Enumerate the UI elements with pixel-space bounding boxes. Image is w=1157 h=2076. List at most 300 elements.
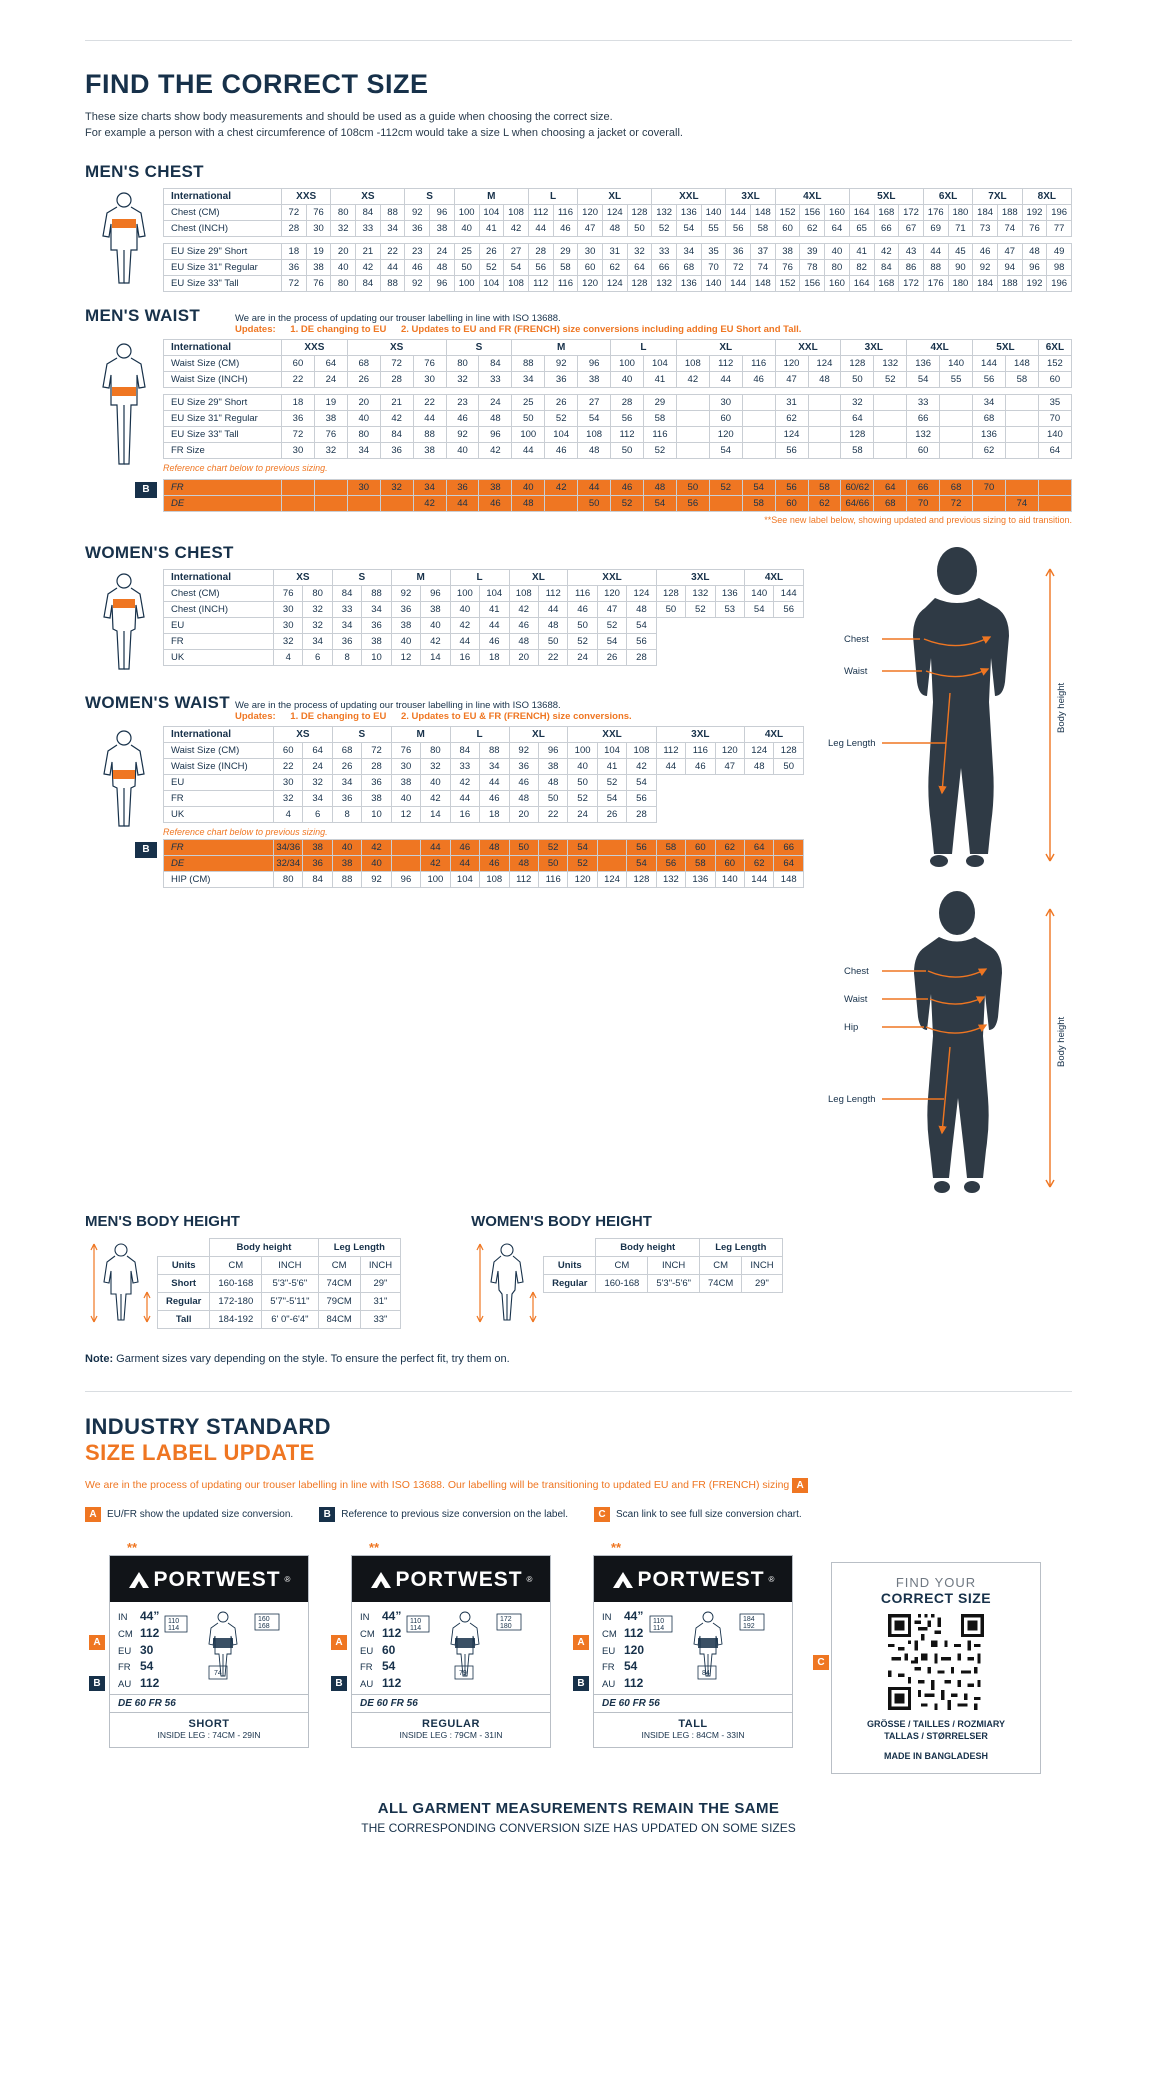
table-cell: 6 bbox=[303, 649, 332, 665]
table-row: DE 42 44 46 48 50 52 54 56 58 60 62 64/66 68 70 72 74 bbox=[164, 495, 1072, 511]
table-cell: 52 bbox=[538, 839, 567, 855]
table-cell: 32 bbox=[303, 774, 332, 790]
table-row: EU Size 31" Regular 36 38 40 42 44 46 48 50 52 54 56 58 60 62 64 66 68 70 72 74 76 78 80 82 84 86 88 90 92 94 96 98 bbox=[164, 259, 1072, 275]
table-cell: 52 bbox=[611, 495, 644, 511]
table-cell: 72 bbox=[726, 259, 751, 275]
table-cell: 28 bbox=[362, 758, 391, 774]
table-cell: 50 bbox=[841, 371, 874, 387]
table-cell bbox=[391, 839, 420, 855]
label-stars-2: ** bbox=[611, 1539, 622, 1555]
table-cell: 38 bbox=[479, 479, 512, 495]
table-cell: 196 bbox=[1047, 275, 1072, 291]
table-cell: 92 bbox=[391, 585, 420, 601]
table-cell bbox=[874, 394, 907, 410]
table-cell: 120 bbox=[775, 355, 808, 371]
table-cell: 26 bbox=[597, 649, 626, 665]
table-cell: 58 bbox=[553, 259, 578, 275]
table-cell: 188 bbox=[997, 204, 1022, 220]
table-cell: 44 bbox=[512, 442, 545, 458]
table-cell: 44 bbox=[923, 243, 948, 259]
table-cell: 48 bbox=[480, 839, 509, 855]
table-cell: 60/62 bbox=[841, 479, 874, 495]
svg-text:184: 184 bbox=[743, 1615, 755, 1623]
table-cell: 77 bbox=[1047, 220, 1072, 236]
table-cell: 22 bbox=[413, 394, 446, 410]
womens-body-height-section bbox=[471, 1213, 783, 1331]
table-cell: 69 bbox=[923, 220, 948, 236]
womens-chest-figure bbox=[85, 569, 163, 679]
industry-legend bbox=[85, 1507, 1072, 1522]
table-cell: 42 bbox=[421, 855, 450, 871]
table-cell bbox=[1005, 394, 1038, 410]
table-cell: 36 bbox=[332, 790, 361, 806]
table-cell: 20 bbox=[509, 806, 538, 822]
table-cell: 44 bbox=[538, 601, 567, 617]
table-cell: 42 bbox=[362, 839, 391, 855]
svg-text:110: 110 bbox=[410, 1617, 422, 1625]
table-cell: 50 bbox=[568, 774, 597, 790]
table-cell: 82 bbox=[849, 259, 874, 275]
table-cell: 74 bbox=[1005, 495, 1038, 511]
table-cell: 66 bbox=[652, 259, 677, 275]
svg-text:110: 110 bbox=[168, 1617, 180, 1625]
male-leg-label: Leg Length bbox=[828, 737, 876, 749]
mens-waist-heading: MEN'S WAIST bbox=[85, 305, 201, 325]
table-cell: 46 bbox=[509, 617, 538, 633]
female-leg-label: Leg Length bbox=[828, 1093, 876, 1105]
table-cell: 52 bbox=[568, 790, 597, 806]
table-cell: 76 bbox=[306, 204, 331, 220]
table-cell: 112 bbox=[709, 355, 742, 371]
table-cell: 144 bbox=[973, 355, 1006, 371]
table-cell: 124 bbox=[597, 871, 626, 887]
table-cell: 84 bbox=[303, 871, 332, 887]
table-cell: 44 bbox=[450, 855, 479, 871]
table-cell: 47 bbox=[597, 601, 626, 617]
table-cell: 47 bbox=[775, 371, 808, 387]
table-cell: 80 bbox=[446, 355, 479, 371]
table-cell: 148 bbox=[774, 871, 804, 887]
table-cell: 50 bbox=[568, 617, 597, 633]
table-cell: 70 bbox=[1038, 410, 1071, 426]
table-cell bbox=[676, 426, 709, 442]
mens-body-height-heading: MEN'S BODY HEIGHT bbox=[85, 1212, 240, 1230]
table-cell: 52 bbox=[686, 601, 715, 617]
table-cell: 68 bbox=[677, 259, 702, 275]
table-row: Chest (INCH) 28 30 32 33 34 36 38 40 41 42 44 46 47 48 50 52 54 55 56 58 60 62 64 65 66 67 69 71 73 74 76 77 bbox=[164, 220, 1072, 236]
mens-chest-table bbox=[163, 188, 1072, 292]
badge-b-label-1: B bbox=[331, 1676, 347, 1691]
table-cell: 120 bbox=[578, 275, 603, 291]
table-cell: 96 bbox=[538, 742, 567, 758]
table-cell: 74 bbox=[751, 259, 776, 275]
table-cell: 48 bbox=[808, 371, 841, 387]
table-cell: 36 bbox=[362, 617, 391, 633]
table-cell: 112 bbox=[528, 275, 553, 291]
table-cell: 30 bbox=[578, 243, 603, 259]
womens-body-height-table bbox=[543, 1238, 783, 1293]
table-cell: 47 bbox=[715, 758, 744, 774]
table-cell: 60 bbox=[907, 442, 940, 458]
table-cell: 34 bbox=[480, 758, 509, 774]
table-cell bbox=[545, 495, 578, 511]
table-cell: 44 bbox=[450, 633, 479, 649]
table-cell: 108 bbox=[509, 585, 538, 601]
table-cell: 40 bbox=[331, 259, 356, 275]
table-cell: 24 bbox=[479, 394, 512, 410]
table-row: EU Size 33" Tall 72 76 80 84 88 92 96 100 104 108 112 116 120 124 128 132 136 140 144 148 152 156 160 164 168 172 176 180 184 188 192 196 bbox=[164, 275, 1072, 291]
table-cell: 32 bbox=[627, 243, 652, 259]
table-cell: 40 bbox=[568, 758, 597, 774]
table-cell: 132 bbox=[652, 204, 677, 220]
table-cell: 41 bbox=[643, 371, 676, 387]
table-cell: 112 bbox=[509, 871, 538, 887]
table-cell: 94 bbox=[997, 259, 1022, 275]
table-cell: 40 bbox=[421, 774, 450, 790]
table-cell: 144 bbox=[745, 871, 774, 887]
table-cell: 50 bbox=[578, 495, 611, 511]
top-divider bbox=[85, 40, 1072, 41]
table-cell: 35 bbox=[701, 243, 726, 259]
badge-b-womens-waist: B bbox=[135, 842, 157, 858]
label-card-short bbox=[93, 1539, 309, 1748]
table-cell: 60 bbox=[775, 495, 808, 511]
table-cell: 34 bbox=[380, 220, 405, 236]
label-inside-leg-1: INSIDE LEG : 79CM - 31IN bbox=[399, 1729, 503, 1740]
table-cell: 10 bbox=[362, 806, 391, 822]
table-cell: 56 bbox=[627, 839, 656, 855]
table-cell: 16 bbox=[450, 649, 479, 665]
table-cell: 32/34 bbox=[274, 855, 303, 871]
label-sizes-0: IN 44” CM 112 EU 30 FR 54 AU 112 bbox=[118, 1608, 160, 1691]
table-cell: 21 bbox=[380, 394, 413, 410]
table-cell: 96 bbox=[1022, 259, 1047, 275]
table-cell: 44 bbox=[578, 479, 611, 495]
table-cell: 20 bbox=[347, 394, 380, 410]
table-cell bbox=[874, 442, 907, 458]
mens-body-height-section bbox=[85, 1213, 401, 1331]
table-cell: 66 bbox=[907, 479, 940, 495]
table-cell: 18 bbox=[282, 243, 307, 259]
table-cell: 164 bbox=[849, 204, 874, 220]
table-cell: 40 bbox=[347, 410, 380, 426]
table-cell: 31 bbox=[602, 243, 627, 259]
womens-chest-table bbox=[163, 569, 804, 666]
table-cell: 52 bbox=[643, 442, 676, 458]
table-cell: 66 bbox=[874, 220, 899, 236]
table-cell: 44 bbox=[480, 774, 509, 790]
badge-a-lead: A bbox=[792, 1478, 808, 1493]
table-cell bbox=[940, 426, 973, 442]
table-cell: 48 bbox=[627, 601, 656, 617]
table-cell: 140 bbox=[745, 585, 774, 601]
qr-languages: GRÖSSE / TAILLES / ROZMIARY TALLAS / STØRRELSER bbox=[866, 1718, 1005, 1742]
table-cell: 84 bbox=[450, 742, 479, 758]
table-cell: 164 bbox=[849, 275, 874, 291]
table-cell: 60 bbox=[775, 220, 800, 236]
table-cell: 100 bbox=[568, 742, 597, 758]
table-cell: 33 bbox=[652, 243, 677, 259]
table-cell: 68 bbox=[347, 355, 380, 371]
table-cell: 73 bbox=[973, 220, 998, 236]
table-cell: 12 bbox=[391, 806, 420, 822]
table-cell: 46 bbox=[973, 243, 998, 259]
table-cell: 38 bbox=[421, 601, 450, 617]
label-de-fr-2: DE 60 FR 56 bbox=[594, 1694, 792, 1712]
table-row: Regular 160-168 5'3"-5'6" 74CM 29" bbox=[544, 1274, 783, 1292]
table-cell: 36 bbox=[545, 371, 578, 387]
table-cell bbox=[808, 394, 841, 410]
table-cell: 108 bbox=[504, 275, 529, 291]
table-row: EU 30 32 34 36 38 40 42 44 46 48 50 52 54 bbox=[164, 774, 804, 790]
womens-body-height-heading: WOMEN'S BODY HEIGHT bbox=[471, 1212, 652, 1230]
table-cell: 116 bbox=[686, 742, 715, 758]
table-row: International XXS XS S M L XL XXL 3XL 4XL 5XL 6XL 7XL 8XL bbox=[164, 188, 1072, 204]
table-cell: 92 bbox=[973, 259, 998, 275]
table-cell: 160 bbox=[825, 204, 850, 220]
table-cell: 26 bbox=[545, 394, 578, 410]
table-row: Short 160-168 5'3"-5'6" 74CM 29" bbox=[158, 1274, 401, 1292]
table-cell: 64 bbox=[303, 742, 332, 758]
table-cell: 36 bbox=[446, 479, 479, 495]
table-cell: 64 bbox=[745, 839, 774, 855]
table-cell bbox=[597, 855, 626, 871]
table-cell bbox=[808, 426, 841, 442]
table-cell: 44 bbox=[413, 410, 446, 426]
table-cell: 14 bbox=[421, 806, 450, 822]
table-cell: 62 bbox=[800, 220, 825, 236]
table-cell bbox=[742, 394, 775, 410]
table-cell: 88 bbox=[480, 742, 509, 758]
table-cell: 41 bbox=[597, 758, 626, 774]
table-cell: 67 bbox=[899, 220, 924, 236]
table-cell: 96 bbox=[479, 426, 512, 442]
table-cell: 65 bbox=[849, 220, 874, 236]
table-cell: 53 bbox=[715, 601, 744, 617]
table-cell: 30 bbox=[282, 442, 315, 458]
table-cell: 22 bbox=[274, 758, 303, 774]
badge-a-label-1: A bbox=[331, 1635, 347, 1650]
table-cell: 20 bbox=[331, 243, 356, 259]
table-cell: 112 bbox=[538, 585, 567, 601]
table-cell: 24 bbox=[568, 649, 597, 665]
table-cell: 56 bbox=[775, 442, 808, 458]
table-cell: 74 bbox=[997, 220, 1022, 236]
table-cell: 172 bbox=[899, 275, 924, 291]
table-cell: 86 bbox=[899, 259, 924, 275]
table-cell: 24 bbox=[568, 806, 597, 822]
table-cell: 188 bbox=[997, 275, 1022, 291]
table-cell: 54 bbox=[627, 617, 656, 633]
table-cell: 48 bbox=[538, 774, 567, 790]
svg-text:192: 192 bbox=[743, 1622, 755, 1630]
table-cell: 34 bbox=[303, 633, 332, 649]
table-cell: 46 bbox=[479, 495, 512, 511]
table-cell: 140 bbox=[715, 871, 744, 887]
qr-panel bbox=[817, 1540, 1041, 1774]
table-cell: 24 bbox=[303, 758, 332, 774]
table-cell: 46 bbox=[553, 220, 578, 236]
table-cell: 116 bbox=[742, 355, 775, 371]
table-cell bbox=[380, 495, 413, 511]
table-cell: 140 bbox=[701, 275, 726, 291]
table-cell: 108 bbox=[480, 871, 509, 887]
table-cell: 48 bbox=[578, 442, 611, 458]
table-cell: 34 bbox=[303, 790, 332, 806]
table-cell: 28 bbox=[611, 394, 644, 410]
female-waist-label: Waist bbox=[844, 993, 868, 1005]
table-cell: 68 bbox=[332, 742, 361, 758]
table-cell: 100 bbox=[512, 426, 545, 442]
table-cell: 88 bbox=[413, 426, 446, 442]
table-cell: 42 bbox=[509, 601, 538, 617]
table-cell: 124 bbox=[745, 742, 774, 758]
table-row: UK 4 6 8 10 12 14 16 18 20 22 24 26 28 bbox=[164, 649, 804, 665]
table-row: FR 30 32 34 36 38 40 42 44 46 48 50 52 54 56 58 60/62 64 66 68 70 bbox=[164, 479, 1072, 495]
table-cell: 38 bbox=[332, 855, 361, 871]
table-cell: 24 bbox=[314, 371, 347, 387]
table-cell: 32 bbox=[303, 617, 332, 633]
table-row: Waist Size (CM) 60 64 68 72 76 80 84 88 92 96 100 104 108 112 116 120 124 128 132 136 140 144 148 152 bbox=[164, 355, 1072, 371]
table-cell: 124 bbox=[627, 585, 656, 601]
table-cell: 56 bbox=[973, 371, 1006, 387]
table-cell: 38 bbox=[430, 220, 455, 236]
womens-chest-section bbox=[85, 569, 804, 679]
table-cell: 88 bbox=[512, 355, 545, 371]
table-cell: 38 bbox=[578, 371, 611, 387]
table-cell: 144 bbox=[726, 204, 751, 220]
table-cell: 80 bbox=[274, 871, 303, 887]
table-cell: 104 bbox=[450, 871, 479, 887]
table-cell: 20 bbox=[509, 649, 538, 665]
table-row: EU 30 32 34 36 38 40 42 44 46 48 50 52 54 bbox=[164, 617, 804, 633]
female-model-figure bbox=[822, 887, 1072, 1197]
table-cell: 41 bbox=[480, 601, 509, 617]
table-cell: 23 bbox=[446, 394, 479, 410]
table-cell: 46 bbox=[405, 259, 430, 275]
table-cell: 52 bbox=[709, 479, 742, 495]
table-cell: 54 bbox=[709, 442, 742, 458]
table-cell: 62 bbox=[715, 839, 744, 855]
model-figures bbox=[822, 543, 1072, 1197]
table-cell: 40 bbox=[825, 243, 850, 259]
table-cell: 100 bbox=[421, 871, 450, 887]
table-cell: 54 bbox=[627, 774, 656, 790]
table-cell: 64 bbox=[627, 259, 652, 275]
table-cell: 128 bbox=[841, 426, 874, 442]
intro-text bbox=[85, 110, 1072, 142]
badge-a-icon: A bbox=[85, 1507, 101, 1522]
table-cell: 36 bbox=[405, 220, 430, 236]
table-cell: 100 bbox=[454, 204, 479, 220]
table-cell: 54 bbox=[907, 371, 940, 387]
table-cell: 23 bbox=[405, 243, 430, 259]
table-cell bbox=[808, 442, 841, 458]
table-cell: 128 bbox=[627, 275, 652, 291]
table-row: International XS S M L XL XXL 3XL 4XL bbox=[164, 726, 804, 742]
table-cell: 26 bbox=[347, 371, 380, 387]
table-cell: 132 bbox=[656, 871, 685, 887]
table-cell: 44 bbox=[656, 758, 685, 774]
table-cell: 96 bbox=[421, 585, 450, 601]
table-cell: 32 bbox=[841, 394, 874, 410]
table-cell: 58 bbox=[656, 839, 685, 855]
table-cell: 192 bbox=[1022, 204, 1047, 220]
badge-a-label-0: A bbox=[89, 1635, 105, 1650]
table-cell: 46 bbox=[480, 855, 509, 871]
table-cell: 38 bbox=[391, 774, 420, 790]
table-cell: 32 bbox=[274, 790, 303, 806]
table-cell: 32 bbox=[274, 633, 303, 649]
table-cell: 60 bbox=[1038, 371, 1071, 387]
womens-waist-legacy-section bbox=[85, 839, 804, 888]
table-cell: 116 bbox=[553, 204, 578, 220]
table-cell bbox=[874, 426, 907, 442]
table-cell: 108 bbox=[676, 355, 709, 371]
table-cell: 38 bbox=[314, 410, 347, 426]
table-cell: 64 bbox=[774, 855, 804, 871]
table-cell: 33 bbox=[479, 371, 512, 387]
table-cell: 46 bbox=[480, 790, 509, 806]
table-cell bbox=[940, 410, 973, 426]
table-cell: 172 bbox=[899, 204, 924, 220]
table-cell: 26 bbox=[597, 806, 626, 822]
table-cell: 140 bbox=[1038, 426, 1071, 442]
table-cell: 27 bbox=[578, 394, 611, 410]
table-row: Chest (INCH) 30 32 33 34 36 38 40 41 42 44 46 47 48 50 52 53 54 56 bbox=[164, 601, 804, 617]
table-cell: 40 bbox=[362, 855, 391, 871]
table-cell: 42 bbox=[545, 479, 578, 495]
table-row: FR 32 34 36 38 40 42 44 46 48 50 52 54 56 bbox=[164, 633, 804, 649]
table-cell: 88 bbox=[380, 204, 405, 220]
badge-b-label-0: B bbox=[89, 1676, 105, 1691]
table-cell: 52 bbox=[652, 220, 677, 236]
table-cell: 33 bbox=[450, 758, 479, 774]
table-cell: 30 bbox=[274, 601, 303, 617]
table-cell bbox=[347, 495, 380, 511]
table-cell: 34 bbox=[973, 394, 1006, 410]
table-cell: 25 bbox=[454, 243, 479, 259]
table-row: Body height Leg Length bbox=[158, 1238, 401, 1256]
table-cell: 12 bbox=[391, 649, 420, 665]
table-cell: 56 bbox=[774, 601, 804, 617]
womens-waist-update-note: We are in the process of updating our trouser labelling in line with ISO 13688. Updates: 1. DE changing to EU 2. Updates to EU & FR (FRENCH) size conversions. bbox=[235, 699, 632, 722]
table-cell: 8 bbox=[332, 649, 361, 665]
womens-waist-figure bbox=[85, 726, 163, 836]
table-cell: 68 bbox=[874, 495, 907, 511]
table-cell: 70 bbox=[907, 495, 940, 511]
table-cell: 58 bbox=[643, 410, 676, 426]
table-cell: 41 bbox=[849, 243, 874, 259]
table-cell: 72 bbox=[282, 204, 307, 220]
table-cell bbox=[676, 442, 709, 458]
table-cell: 58 bbox=[751, 220, 776, 236]
table-row: Waist Size (CM) 60 64 68 72 76 80 84 88 92 96 100 104 108 112 116 120 124 128 bbox=[164, 742, 804, 758]
table-cell bbox=[808, 410, 841, 426]
table-row: Regular 172-180 5'7"-5'11" 79CM 31" bbox=[158, 1292, 401, 1310]
label-stars-1: ** bbox=[369, 1539, 380, 1555]
table-cell bbox=[314, 495, 347, 511]
table-cell: 55 bbox=[701, 220, 726, 236]
qr-code-image[interactable] bbox=[888, 1614, 984, 1710]
table-cell: 132 bbox=[907, 426, 940, 442]
table-cell: 124 bbox=[602, 275, 627, 291]
table-cell: 52 bbox=[545, 410, 578, 426]
table-cell: 92 bbox=[405, 275, 430, 291]
table-cell: 112 bbox=[656, 742, 685, 758]
table-cell: 136 bbox=[677, 275, 702, 291]
table-cell: 44 bbox=[480, 617, 509, 633]
